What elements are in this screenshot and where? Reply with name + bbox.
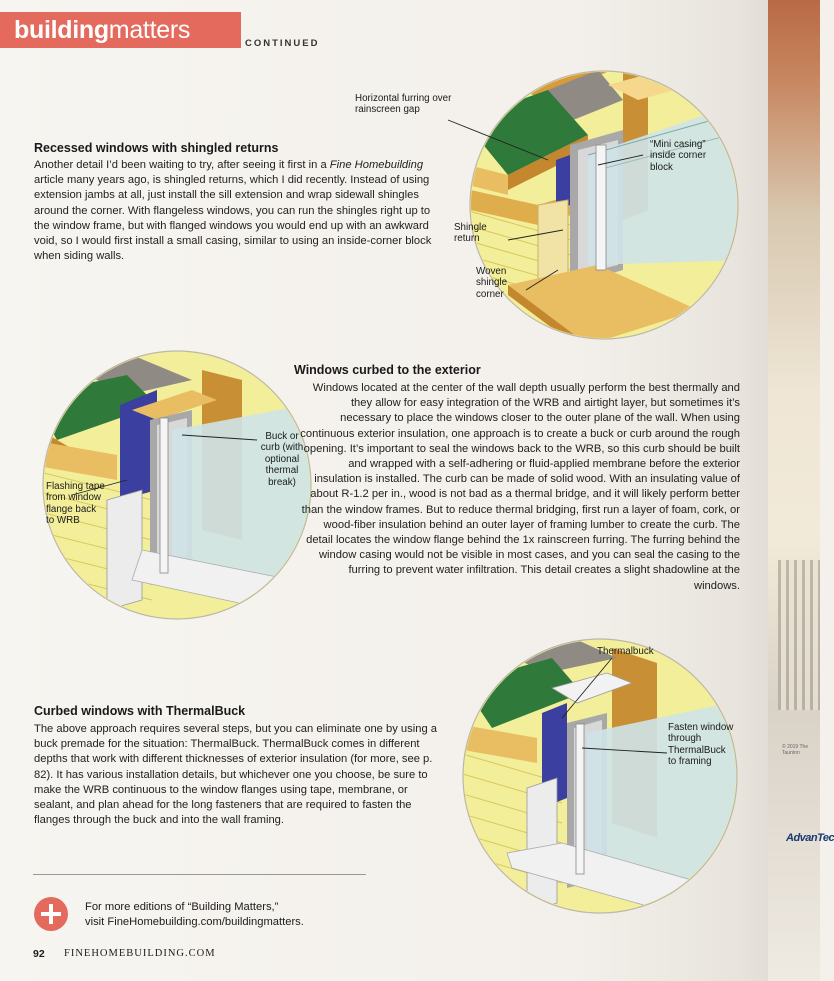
callout-thermalbuck: Thermalbuck bbox=[597, 646, 654, 657]
heading-curbed-thermalbuck: Curbed windows with ThermalBuck bbox=[34, 704, 246, 718]
flashing-casing bbox=[107, 490, 142, 610]
callout-fasten-window: Fasten window through ThermalBuck to framing bbox=[668, 722, 734, 768]
footer-more-editions bbox=[85, 900, 304, 930]
footer-line-1: For more editions of “Building Matters,” bbox=[85, 901, 279, 913]
heading-windows-curbed: Windows curbed to the exterior bbox=[294, 363, 481, 377]
callout-horizontal-furring: Horizontal furring over rainscreen gap bbox=[355, 93, 452, 116]
body-windows-curbed: Windows located at the center of the wall depth usually perform the best thermally and they allow for easy integration of the WRB and airtight layer, but sometimes it’s necessary to place the windows closer to the outer plane of the wall. When using continuous exterior insulation, one approach is to create a buck or curb around the rough opening. It’s important to seal the windows back to the WRB, so this curb should be built and wrapped with a self-adhering or fluid-applied membrane before the exterior insulation is installed. The curb can be made of solid wood. With an insulating value of about R-1.2 per in., wood is not bad as a thermal bridge, and it will likely perform better than the window frames. But to reduce thermal bridging, first run a layer of foam, cork, or wood-fiber insulation behind an outer layer of framing lumber to create the curb. The detail locates the window flange behind the 1x rainscreen furring. The furring behind the window casing would not be visible in most cases, and you can seal the casing to the furring to prevent water infiltration. This detail creates a slight shadowline at the windows. bbox=[300, 382, 740, 592]
adjacent-photo-credit: © 2019 The Taunton bbox=[782, 744, 809, 756]
heading-recessed-windows: Recessed windows with shingled returns bbox=[34, 141, 279, 155]
illustration-recessed-window bbox=[448, 60, 760, 350]
callout-flashing-tape: Flashing tape from window flange back to WRB bbox=[46, 481, 105, 527]
body-recessed-windows: Another detail I’d been waiting to try, after seeing it first in a Fine Homebuilding article many years ago, is shingled returns, which I did recently. Instead of using extension jambs at all, just install the sill extension and wrap sidewall shingles around the corner. With flangeless windows, you can run the shingles right up to the window frame, but with flanged windows you would end up with an awkward void, so I would first install a small casing, similar to using an inside-corner block when siding walls. bbox=[34, 159, 432, 263]
body-curbed-thermalbuck: The above approach requires several steps, but you can eliminate one by using a buck premade for the situation: ThermalBuck. ThermalBuck comes in different depths that work with different thicknesses of exterior insulation (for more, see p. 82). It has various installation details, but whichever one you choose, be sure to make the WRB continuous to the window flanges using tape, membrane, or sealant, and plan ahead for the long fasteners that are required to fasten the flanges through the buck and into the wall framing. bbox=[34, 723, 437, 827]
callout-shingle-return: Shingle return bbox=[454, 222, 487, 245]
callout-woven-corner: Woven shingle corner bbox=[476, 266, 508, 300]
masthead-title: buildingmatters bbox=[14, 16, 191, 44]
footer-rule bbox=[33, 874, 366, 875]
site-name: FINEHOMEBUILDING.COM bbox=[64, 948, 216, 959]
plus-icon-bar-v bbox=[49, 904, 53, 924]
page-number: 92 bbox=[33, 948, 45, 960]
adjacent-logo: AdvanTec bbox=[786, 832, 834, 844]
callout-buck-or-curb: Buck or curb (with optional thermal break) bbox=[260, 431, 304, 488]
callout-mini-casing: “Mini casing” inside corner block bbox=[650, 139, 707, 173]
illustration-thermalbuck bbox=[442, 628, 754, 928]
adjacent-page-furniture bbox=[778, 560, 820, 710]
continued-label: CONTINUED bbox=[245, 38, 320, 49]
shingle-return bbox=[538, 200, 568, 285]
footer-link[interactable]: visit FineHomebuilding.com/buildingmatters. bbox=[85, 916, 304, 928]
